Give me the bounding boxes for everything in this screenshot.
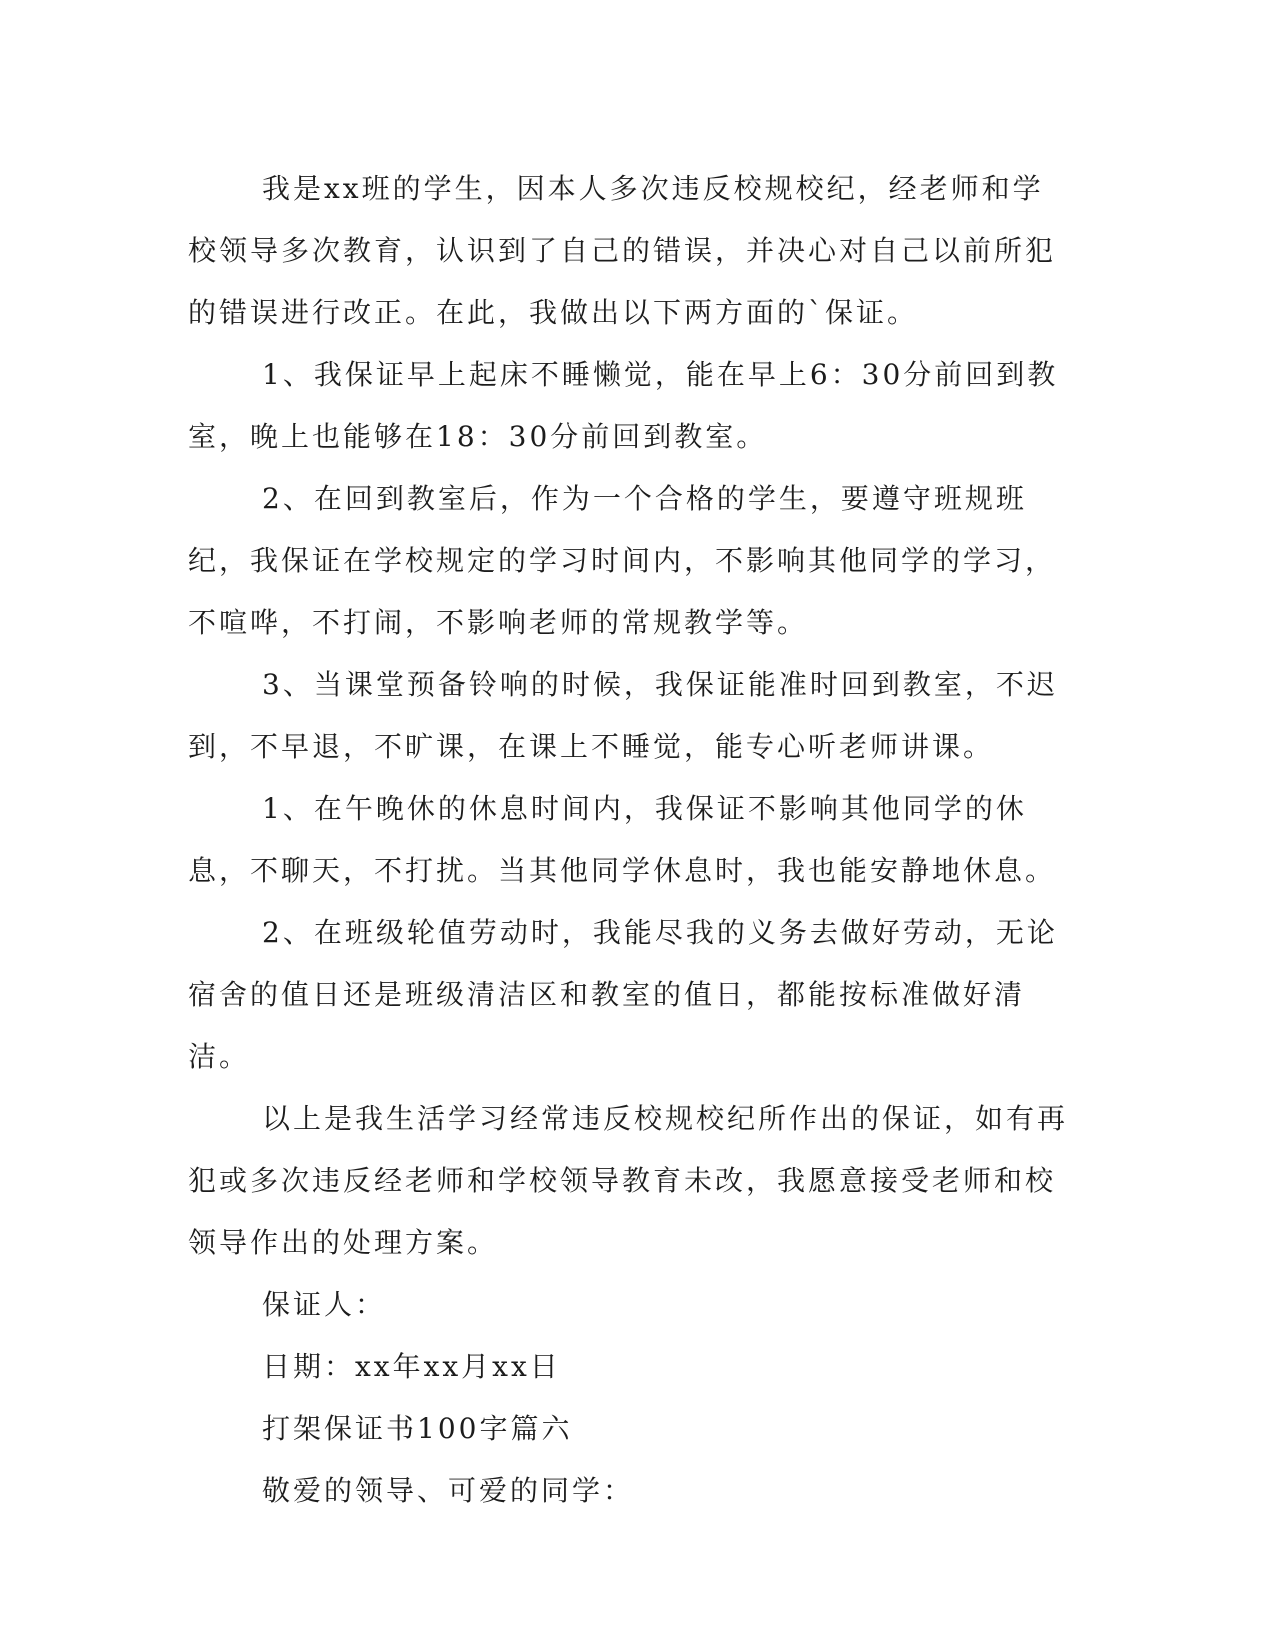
salutation-line: 敬爱的领导、可爱的同学：	[262, 1474, 635, 1507]
date-line: 日期：xx年xx月xx日	[262, 1350, 561, 1383]
paragraph-item-2: 2、在回到教室后，作为一个合格的学生，要遵守班规班纪，我保证在学校规定的学习时间内，不影响其他同学的学习，不喧哗，不打闹，不影响老师的常规教学等。	[188, 482, 1057, 639]
document-body	[188, 158, 1068, 1522]
paragraph-conclusion: 以上是我生活学习经常违反校规校纪所作出的保证，如有再犯或多次违反经老师和学校领导教育未改，我愿意接受老师和校领导作出的处理方案。	[188, 1102, 1069, 1259]
paragraph-intro: 我是xx班的学生，因本人多次违反校规校纪，经老师和学校领导多次教育，认识到了自己的错误，并决心对自己以前所犯的错误进行改正。在此，我做出以下两方面的`保证。	[188, 172, 1057, 329]
next-section-title: 打架保证书100字篇六	[262, 1412, 573, 1445]
paragraph-item-1: 1、我保证早上起床不睡懒觉，能在早上6：30分前回到教室，晚上也能够在18：30分前回到教室。	[188, 358, 1059, 453]
paragraph-item-3: 3、当课堂预备铃响的时候，我保证能准时回到教室，不迟到，不早退，不旷课，在课上不睡觉，能专心听老师讲课。	[188, 668, 1058, 763]
paragraph-rest-item-1: 1、在午晚休的休息时间内，我保证不影响其他同学的休息，不聊天，不打扰。当其他同学休息时，我也能安静地休息。	[188, 792, 1057, 887]
guarantor-line: 保证人：	[262, 1288, 387, 1321]
paragraph-rest-item-2: 2、在班级轮值劳动时，我能尽我的义务去做好劳动，无论宿舍的值日还是班级清洁区和教室的值日，都能按标准做好清洁。	[188, 916, 1058, 1073]
